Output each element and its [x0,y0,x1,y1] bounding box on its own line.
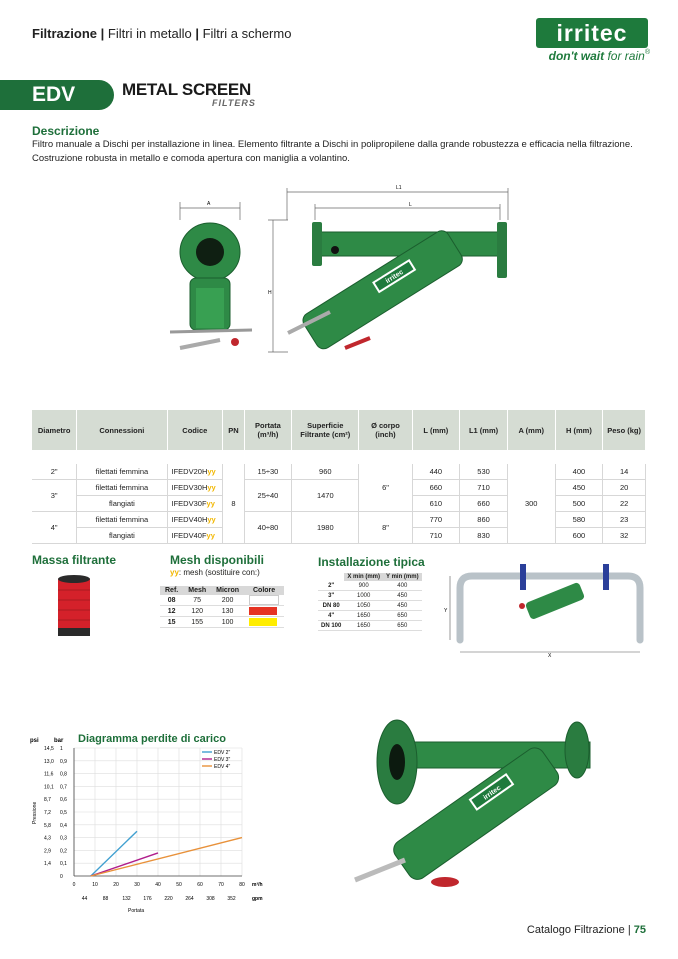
cell-peso: 20 [603,480,646,496]
cell-diametro: 4" [32,512,77,544]
cell-portata: 15÷30 [244,464,291,480]
code-base: IFEDV30F [171,499,207,508]
y-axis-label: Pressione [32,801,38,824]
cell-colore [244,617,284,628]
cell-colore [244,606,284,617]
col-header: Diametro [32,410,77,450]
cell-mesh: 120 [183,606,211,617]
cell-size: DN 80 [318,601,344,611]
x-tick-label: 60 [197,882,203,888]
cell-superficie: 1980 [292,512,359,544]
cell-codice [167,496,223,512]
x2-tick-label: 220 [164,896,173,902]
cell-connessioni: filettati femmina [77,464,167,480]
product-subtitle: FILTERS [212,98,256,108]
y-tick-bar: 0,9 [60,758,67,765]
breadcrumb-sub1: Filtri in metallo [107,26,192,41]
mesh-heading: Mesh disponibili [170,553,265,567]
col-header: Codice [167,410,223,450]
y-tick-psi: 7,2 [44,810,51,816]
series-line-2 [91,853,158,876]
col-header: Mesh [183,586,211,595]
product-code-band [0,80,114,110]
cell-xmin: 1000 [344,591,383,601]
series-line-3 [91,838,242,876]
color-swatch [249,618,277,626]
col-header: Portata (m³/h) [244,410,291,450]
filter-front-view [288,222,507,352]
y-tick-bar: 0,6 [60,797,67,804]
cell-ymin: 450 [383,601,422,611]
cell-size: DN 100 [318,621,344,631]
cell-l1: 660 [460,496,508,512]
col-header: A (mm) [507,410,555,450]
col-header: PN [223,410,245,450]
y-unit-left: psi [30,738,39,744]
cell-ref: 08 [160,595,183,606]
cell-connessioni: filettati femmina [77,480,167,496]
cell-diametro: 3" [32,480,77,512]
description-text [32,138,652,166]
cell-size: 4" [318,611,344,621]
col-header [318,573,344,581]
table-row [318,591,422,601]
cell-connessioni: flangiati [77,496,167,512]
product-code: EDV [32,83,76,106]
footer-catalog: Catalogo Filtrazione [526,924,625,936]
x2-unit-label: gpm [252,896,263,902]
technical-drawing [160,180,520,360]
x-tick-label: 40 [155,882,161,888]
cell-peso: 22 [603,496,646,512]
color-swatch [249,607,277,615]
brand-tagline [536,49,650,63]
code-yy: yy [207,483,216,492]
cell-size: 2" [318,581,344,591]
dim-l-label: L [409,202,412,208]
cell-ref: 12 [160,606,183,617]
mesh-note [170,568,260,577]
cell-portata: 40÷80 [244,512,291,544]
dim-l1-label: L1 [396,185,402,191]
table-row [160,595,284,606]
cell-superficie: 960 [292,464,359,480]
cell-codice [167,480,223,496]
install-heading: Installazione tipica [318,555,425,569]
y-tick-bar: 0,5 [60,810,67,816]
col-header: Y min (mm) [383,573,422,581]
y-tick-psi: 10,1 [44,784,54,791]
y-tick-bar: 1 [60,746,63,752]
x-tick-label: 20 [113,882,119,888]
x-unit-label: m³/h [252,882,263,888]
x-tick-label: 50 [176,882,182,888]
drawing-filter-label: irritec [384,268,405,286]
cell-portata: 25÷40 [244,480,291,512]
legend-label: EDV 4" [214,764,231,770]
col-header: L1 (mm) [460,410,508,450]
cell-micron: 200 [211,595,244,606]
install-table [318,573,422,631]
cell-ymin: 450 [383,591,422,601]
page-number: 75 [633,924,646,936]
y-tick-psi: 5,8 [44,822,51,829]
cell-h: 450 [555,480,603,496]
col-header: Ref. [160,586,183,595]
table-row [160,606,284,617]
cell-h: 580 [555,512,603,528]
x2-tick-label: 44 [81,896,88,902]
x2-tick-label: 308 [206,896,215,902]
x-tick-label: 70 [218,882,224,888]
install-x-label: X [548,653,552,659]
mesh-table [160,586,284,628]
color-swatch [249,595,279,605]
dim-h-label: H [268,290,272,296]
tagline-reg: ® [644,49,650,56]
x-axis-label: Portata [128,908,145,914]
description-line-1: Filtro manuale a Dischi per installazione in linea. Elemento filtrante a Dischi in polipropilene dalla grande robustezza e efficacia nella filtrazione. [32,139,633,150]
breadcrumb-category: Filtrazione [32,26,98,41]
col-header: Peso (kg) [603,410,646,450]
cell-xmin: 1650 [344,611,383,621]
install-y-label: Y [444,608,448,614]
cell-l: 770 [412,512,460,528]
cell-a: 300 [507,464,555,544]
product-title: METAL SCREEN [122,80,251,99]
massa-heading: Massa filtrante [32,553,117,567]
cell-ymin: 400 [383,581,422,591]
y-tick-bar: 0,1 [60,861,67,868]
mesh-note-text: : mesh (sostituire con:) [178,568,260,577]
code-yy: yy [206,531,215,540]
cell-l: 610 [412,496,460,512]
footer-sep: | [627,924,631,936]
y-tick-bar: 0,8 [60,771,67,778]
table-row [318,611,422,621]
cell-diametro: 2" [32,464,77,480]
brand-logo [536,18,648,48]
code-base: IFEDV30H [171,483,208,492]
dim-a-label: A [207,201,211,207]
x2-tick-label: 176 [143,896,152,902]
cell-peso: 14 [603,464,646,480]
tagline-bold: don't wait [548,49,605,63]
cell-ymin: 650 [383,611,422,621]
cell-size: 3" [318,591,344,601]
filter-cartridge-image [54,574,94,640]
cell-micron: 100 [211,617,244,628]
filter-side-view [170,223,252,348]
code-base: IFEDV20H [171,467,208,476]
x2-tick-label: 264 [185,896,194,902]
install-diagram [444,560,650,660]
cell-l1: 710 [460,480,508,496]
cell-l: 660 [412,480,460,496]
y-tick-psi: 14,5 [44,746,54,752]
series-line-1 [91,831,137,876]
cell-h: 400 [555,464,603,480]
cell-superficie: 1470 [292,480,359,512]
cell-codice [167,528,223,544]
code-yy: yy [207,467,216,476]
x-tick-label: 0 [72,882,76,888]
y-tick-psi: 2,9 [44,848,51,855]
x2-tick-label: 88 [102,896,109,902]
mesh-note-code: yy [170,568,179,577]
y-tick-bar: 0,4 [60,822,67,829]
cell-xmin: 1050 [344,601,383,611]
specs-header-row [32,410,646,450]
cell-peso: 32 [603,528,646,544]
code-yy: yy [206,499,215,508]
col-header: X min (mm) [344,573,383,581]
cell-codice [167,512,223,528]
cell-h: 500 [555,496,603,512]
cell-connessioni: flangiati [77,528,167,544]
cell-l1: 830 [460,528,508,544]
y-tick-bar: 0,2 [60,848,67,855]
cell-h: 600 [555,528,603,544]
y-tick-psi: 4,3 [44,835,51,842]
col-header: Connessioni [77,410,167,450]
table-row [32,450,646,464]
cell-codice [167,464,223,480]
x-tick-label: 10 [92,882,98,888]
product-photo [345,712,605,897]
breadcrumb-sep: | [100,26,105,41]
table-row [318,621,422,631]
photo-filter-label: irritec [482,784,503,802]
col-header: L (mm) [412,410,460,450]
y-tick-bar: 0,3 [60,835,67,842]
y-tick-psi: 1,4 [44,861,51,868]
cell-corpo: 6" [359,464,412,512]
y-tick-bar: 0,7 [60,784,67,791]
legend-label: EDV 3" [214,757,231,763]
table-row [32,464,646,480]
cell-peso: 23 [603,512,646,528]
cell-mesh: 75 [183,595,211,606]
y-tick-psi: 8,7 [44,797,51,804]
cell-xmin: 1650 [344,621,383,631]
tagline-rest: for rain [607,49,645,63]
cell-l: 710 [412,528,460,544]
cell-l1: 860 [460,512,508,528]
install-header-row [318,573,422,581]
breadcrumb-sub2: Filtri a schermo [202,26,292,41]
legend-label: EDV 2" [214,750,231,756]
pressure-loss-chart [28,728,276,916]
specs-table [32,410,646,544]
cell-pn: 8 [223,464,245,544]
cell-corpo: 8" [359,512,412,544]
y-tick-psi: 13,0 [44,758,54,765]
y-tick-psi: 11,6 [44,771,54,778]
cell-connessioni: filettati femmina [77,512,167,528]
brand-name: irritec [556,20,628,46]
breadcrumb [32,26,291,41]
y-unit-right: bar [54,738,64,744]
x-tick-label: 80 [239,882,245,888]
code-base: IFEDV40F [171,531,207,540]
table-row [318,581,422,591]
cell-l1: 530 [460,464,508,480]
cell-colore [244,595,284,606]
x2-tick-label: 132 [122,896,131,902]
page-footer [527,924,646,936]
breadcrumb-sep: | [195,26,199,41]
cell-l: 440 [412,464,460,480]
y-tick-bar: 0 [60,874,63,880]
cell-micron: 130 [211,606,244,617]
col-header: Ø corpo (inch) [359,410,412,450]
chart-title: Diagramma perdite di carico [78,733,226,745]
cell-ymin: 650 [383,621,422,631]
description-line-2: Costruzione robusta in metallo e comoda apertura con maniglia a volantino. [32,153,350,164]
mesh-header-row [160,586,284,595]
col-header: Colore [244,586,284,595]
col-header: Micron [211,586,244,595]
cell-mesh: 155 [183,617,211,628]
col-header: H (mm) [555,410,603,450]
code-base: IFEDV40H [171,515,208,524]
x2-tick-label: 352 [227,896,236,902]
table-row [318,601,422,611]
cell-ref: 15 [160,617,183,628]
description-heading: Descrizione [32,124,100,138]
code-yy: yy [207,515,216,524]
table-row [160,617,284,628]
x-tick-label: 30 [134,882,140,888]
cell-xmin: 900 [344,581,383,591]
col-header: Superficie Filtrante (cm²) [292,410,359,450]
